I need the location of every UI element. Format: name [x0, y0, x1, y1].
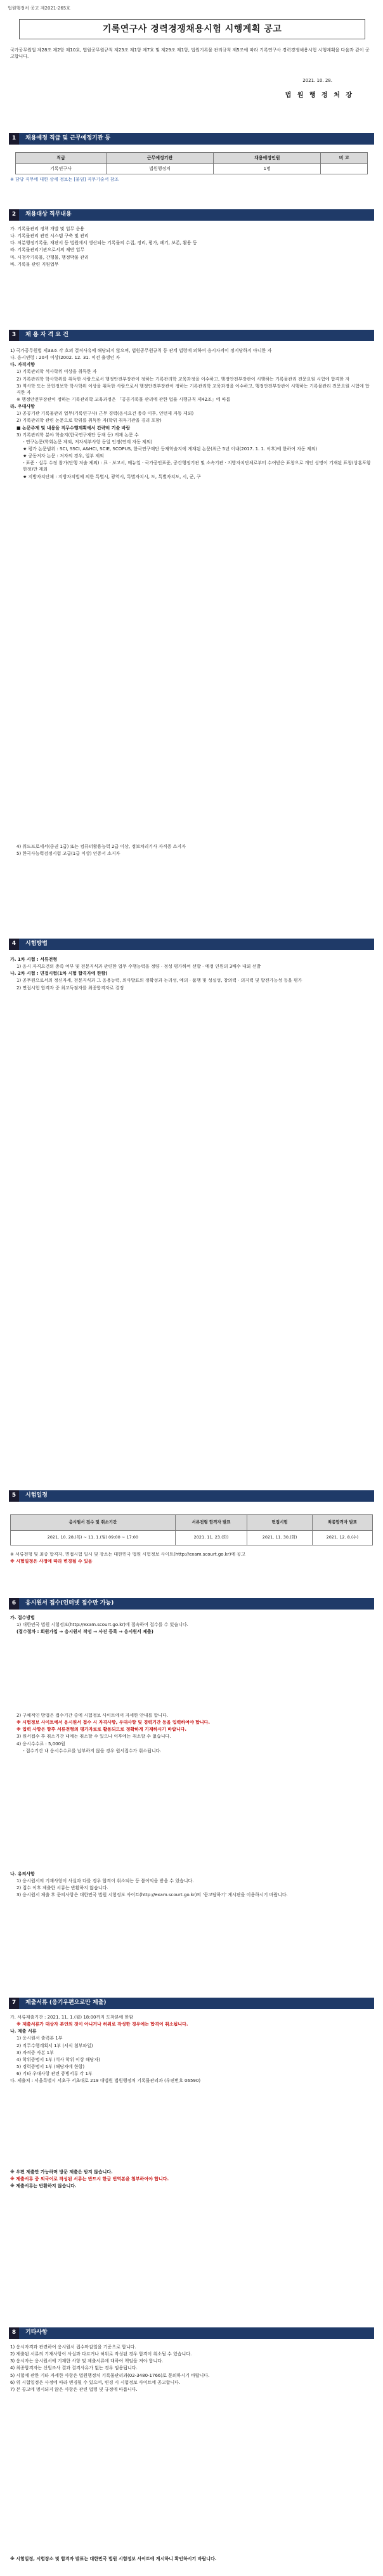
section-number: 5	[9, 1490, 19, 1502]
section-number: 7	[9, 1998, 19, 2009]
list-item: - 접수기간 내 응시수수료를 납부하지 않을 경우 원서접수가 취소됩니다.	[23, 1748, 162, 1753]
section-title: 응시원서 접수(인터넷 접수만 가능)	[19, 1598, 374, 1610]
list-item: ※ 제출서류가 대상자 본인의 것이 아니거나 허위로 작성한 경우에는 합격이 취소됩니다.	[16, 2022, 188, 2027]
list-item: 나. 제출 서류	[10, 2029, 37, 2034]
list-item: ■ 논문주제 및 내용을 직무수행계획에서 간략히 기술 바람	[16, 425, 131, 431]
list-item: 3) 역사학 또는 문헌정보학 학사학위 이상을 취득한 사람으로서 행정안전부장관이 정하는 기록관리학 교육과정을 이수하고, 행정안전부장관이 시행하는 기록물관리 전문요원 시험에 합격한 자	[16, 383, 370, 395]
list-item: 4) 최종합격자는 신원조사 결과 결격사유가 없는 경우 임용됩니다.	[10, 2365, 138, 2371]
section-8-header	[9, 2327, 374, 2339]
list-item: 6) 기타 우대사항 관련 증빙서류 각 1부	[16, 2071, 93, 2077]
title-box	[19, 19, 365, 39]
list-item: 4) 학위증명서 1부 (석사 학위 이상 해당자)	[16, 2057, 100, 2062]
list-item: 1) 대한민국 법원 시험정보(http://exam.scourt.go.kr)에 접속하여 접수를 수 있습니다.	[16, 1622, 188, 1628]
list-item: 바. 기록물 관련 지원업무	[10, 261, 59, 267]
list-item: 4) 워드프로세서(중권 1급) 또는 컴퓨터활용능력 2급 이상, 정보처리기사 자격증 소지자	[16, 844, 186, 849]
position-table	[15, 152, 368, 174]
section-title: 제출서류 (응기우편으로만 제출)	[19, 1998, 374, 2009]
list-item: - 표준 · 실무 수정 참가(단행 저술 제외) : 표 · 보고서, 매뉴얼 · 국가공인표준, 공간행정기관 및 소속기관 · 지방자치단체로부터 수여받은 표창으로 개인 성명이 기재된 표창(상훈포함 한정)만 제외	[23, 460, 371, 472]
table-cell	[321, 164, 368, 174]
section-title: 채 용 자 격 요 건	[19, 330, 374, 341]
application-list-1	[10, 1615, 373, 1636]
table1-note	[10, 176, 373, 183]
table-cell: 2021. 11. 23.(화)	[175, 1531, 247, 1545]
table-row	[11, 1531, 373, 1545]
section-4-header	[9, 939, 374, 950]
documents-list	[10, 2014, 373, 2085]
section-number: 6	[9, 1598, 19, 1610]
section-number: 3	[9, 330, 19, 341]
table-header-cell: 응시원서 접수 및 취소기간	[11, 1515, 176, 1531]
list-item: 다. 제출처 : 서울특별시 서초구 서초대로 219 대법원 법원행정처 기록물관리과 (우편번호 06590)	[10, 2078, 201, 2084]
list-item: 3) 원서접수 후 취소기간 내에는 취소할 수 있으나 이후에는 취소할 수 없습니다.	[16, 1734, 171, 1740]
list-item: ※ 제출서류는 반환하지 않습니다.	[10, 2183, 77, 2189]
list-item: ※ 행정안전부장관이 정하는 기록관리학 교육과정은 「공공기록물 관리에 관한 법률 시행규칙 제42조」에 따름	[16, 396, 231, 402]
list-item: 3) 자격증 사본 1부	[16, 2050, 54, 2055]
list-item: 1) 국가공무원법 제33조 각 호의 결격사유에 해당되지 않으며, 법원공무원규칙 등 관계 법령에 의하여 응시자격이 정지당하지 아니한 자	[10, 348, 272, 353]
table-header-cell: 면접시험	[247, 1515, 312, 1531]
section-7-header	[9, 1998, 374, 2009]
list-item: 3) 기록관리학 분야 학술지(한국연구재단 등재 등) 게재 논문 수	[16, 432, 139, 438]
section-2-header	[9, 209, 374, 221]
table-cell: 2021. 11. 30.(화)	[247, 1531, 312, 1545]
list-item: 나. 기록물관리 관련 시스템 구축 및 관리	[10, 233, 89, 239]
list-item: - 연구논문(학회논문 제외, 저자세부사항 동일 인정(연계 자동 제외)	[23, 439, 153, 445]
list-item: 다. 자격지향	[10, 362, 35, 368]
schedule-table	[10, 1514, 373, 1545]
list-item: ※ 시험정보 사이트에서 응시원서 접수 시 자격사항, 우대사항 및 경력기간 등을 입력하여야 합니다.	[16, 1720, 211, 1726]
section-title: 시험방법	[19, 939, 374, 950]
list-item: 나. 2차 시험 : 면접시험(1차 시험 합격자에 한함)	[10, 971, 108, 977]
others-list	[10, 2344, 373, 2393]
section-3-header	[9, 330, 374, 341]
notice-date: 2021. 10. 28.	[302, 78, 332, 83]
documents-notes	[10, 2169, 373, 2190]
list-item: ※ 입력 사항은 향후 서류전형의 평가자료로 활용되므로 정확하게 기재하시기 바랍니다.	[16, 1727, 187, 1733]
table-cell: 법원행정처	[106, 164, 213, 174]
table-row	[16, 164, 368, 174]
list-item: 6) 위 시험일정은 사정에 따라 변경될 수 있으며, 변경 시 시험정보 사이트에 공고합니다.	[10, 2379, 181, 2385]
application-list-2	[10, 1712, 373, 1755]
intro-paragraph	[10, 47, 373, 60]
section-title: 채용예정 직급 및 근무예정기관 등	[19, 133, 374, 145]
list-item: 라. 기록물관리기관으로서의 제반 업무	[10, 247, 85, 253]
table-header-cell: 서류전형 합격자 발표	[175, 1515, 247, 1531]
list-item: 1) 응시자격과 관련하여 응시원서 접수마감일을 기준으로 합니다.	[10, 2345, 136, 2350]
list-item: 5) 시험에 관한 기타 자세한 사항은 법원행정처 기록물관리과(02-3480-1766)로 문의하시기 바랍니다.	[10, 2372, 210, 2378]
section-1-header	[9, 133, 374, 145]
note-text: ※ 서류전형 및 최종 합격자, 면접시험 일시 및 장소는 대한민국 법원 시험정보 사이트(http://exam.scourt.go.kr)에 공고	[10, 1552, 245, 1557]
section-5-header	[9, 1490, 374, 1502]
table-header-cell: 직급	[16, 153, 107, 164]
list-item: 라. 우대사항	[10, 404, 35, 410]
section-6-header	[9, 1598, 374, 1610]
list-item: 2) 면접시험 합격자 중 최고득점자를 최종합격자로 결정	[16, 985, 124, 991]
list-item: 마. 시청각기록물, 간행물, 행정박물 관리	[10, 254, 89, 260]
list-item: 5) 경력증명서 1부 (해당자에 한함)	[16, 2064, 85, 2069]
schedule-notes	[10, 1551, 373, 1565]
table-header-row	[16, 153, 368, 164]
table-header-cell: 최종합격자 발표	[312, 1515, 372, 1531]
table-cell: 2021. 12. 8.(수)	[312, 1531, 372, 1545]
note-text: ※ 시험일정은 사정에 따라 변경될 수 있음	[10, 1559, 93, 1564]
list-item: 2) 기록관리학 관련 논문으로 학위를 취득한 자(학위 취득기관을 경리 포함)	[16, 418, 162, 424]
footer-note	[10, 2556, 373, 2563]
list-item: (접수절차 : 회원가입 → 응시원서 작성 → 사진 등록 → 응시원서 제출)	[16, 1629, 153, 1635]
note-text: ※ 담당 직무에 대한 상세 정보는 [붙임] 직무기술서 참조	[10, 177, 119, 182]
list-item: ★ 평가 논문범위 : SCI, SSCI, A&HCI, SCIE, SCOPUS, 한국연구재단 등재학술지에 게재된 논문(최근 5년 이내(2017. 1. 1. 이후)에 한하여 자동 제외)	[23, 446, 318, 452]
duties-list	[10, 226, 373, 268]
list-item: 가. 1차 시험 : 서류전형	[10, 957, 58, 962]
list-item: 2) 기록관리학 학사학위를 취득한 사람으로서 행정안전부장관이 정하는 기록관리학 교육과정을 이수하고, 행정안전부장관이 시행하는 기록물관리 전문요원 시험에 합격한 자	[16, 376, 350, 382]
table-cell: 1명	[214, 164, 321, 174]
list-item: 다. 처분행정기록물, 재판서 등 법원에서 생산되는 기록물의 수집, 정리, 평가, 폐기, 보존, 활용 등	[10, 240, 197, 246]
list-item: 3) 응시자는 응시원서에 기재한 사항 및 제출서류에 대하여 책임을 져야 합니다.	[10, 2358, 164, 2364]
list-item: 가. 기록물관리 정책 개발 및 업무 운용	[10, 226, 85, 231]
list-item: ※ 우편 제출만 가능하며 방문 제출은 받지 않습니다.	[10, 2169, 113, 2175]
list-item: 1) 응시 자격요건의 충족 여부 및 전문지식과 관련한 업무 수행능력을 정량 · 정성 평가하여 선발 · 예정 인원의 3배수 내외 선발	[16, 964, 261, 970]
list-item: ★ 공동저자 논문 : 저자의 경우, 일부 제외	[23, 453, 104, 459]
list-item: 2) 접수 이후 제출한 서류는 반환하지 않습니다.	[16, 1885, 108, 1891]
section-number: 2	[9, 209, 19, 221]
notice-number: 법원행정처 공고 제2021-265호	[8, 6, 71, 11]
list-item: 2) 직무수행계획서 1부 (서식 첨부파일)	[16, 2043, 93, 2048]
list-item: 3) 응시원서 제출 후 문의사항은 대한민국 법원 시험정보 사이트(http://exam.scourt.go.kr)의 '묻고답하기' 게시판을 이용하시기 바랍니다.	[16, 1892, 288, 1898]
table-header-cell: 비 고	[321, 153, 368, 164]
section-number: 8	[9, 2327, 19, 2339]
exam-method-list	[10, 956, 373, 992]
list-item: 1) 응시원서의 기재사항이 사실과 다를 경우 합격이 취소되는 등 불이익을 받을 수 있습니다.	[16, 1878, 194, 1884]
list-item: ★ 지방자치단체 : 지방자치법에 의한 특별시, 광역시, 특별자치시, 도, 특별자치도, 시, 군, 구	[23, 474, 201, 479]
list-item: 1) 기록관리학 석사학위 이상을 취득한 자	[16, 369, 97, 375]
list-item: 가. 접수방법	[10, 1615, 35, 1620]
list-item: 2) 구체적인 방법은 접수기간 중에 시험정보 사이트에서 자세한 안내를 합니다.	[16, 1713, 169, 1718]
section-title: 기타사항	[19, 2327, 374, 2339]
list-item: 4) 응시수수료 : 5,000원	[16, 1741, 65, 1747]
list-item: 7) 본 공고에 명시되지 않은 사항은 관련 법령 및 규정에 따릅니다.	[10, 2386, 138, 2392]
list-item: 1) 응시원서 출력본 1부	[16, 2036, 63, 2041]
application-list-3	[10, 1871, 373, 1899]
page-title: 기록연구사 경력경쟁채용시험 시행계획 공고	[102, 23, 282, 34]
table-header-cell: 채용예정인원	[214, 153, 321, 164]
list-item: 가. 서류제출기간 : 2021. 11. 1.(월) 18:00까지 도착분에 한함	[10, 2015, 134, 2020]
section-title: 채용대상 직무내용	[19, 209, 374, 221]
qualifications-list-2	[10, 843, 373, 857]
list-item: 2) 제출된 서류의 기재사항이 사실과 다르거나 허위로 작성된 경우 합격이 취소될 수 있습니다.	[10, 2352, 192, 2357]
section-number: 4	[9, 939, 19, 950]
table-cell: 2021. 10. 28.(목) ~ 11. 1.(월) 09:00 ~ 17:00	[11, 1531, 176, 1545]
issuer: 법 원 행 정 처 장	[285, 92, 354, 99]
section-title: 시험일정	[19, 1490, 374, 1502]
list-item: 1) 공공기관 기록물관리 업무(기록연구사) 근무 경력(응시요건 충족 이후, 인턴제 자동 제외)	[16, 411, 194, 417]
section-number: 1	[9, 133, 19, 145]
list-item: 1) 공무원으로서의 정신자세, 전문지식과 그 응용능력, 의사발표의 정확성과 논리성, 예의 · 품행 및 성실성, 창의력 · 의지력 및 발전가능성 등을 평가	[16, 978, 302, 984]
footer-text: ※ 시험일정, 시험장소 및 합격자 발표는 대한민국 법원 시험정보 사이트에 게시하니 확인하시기 바랍니다.	[10, 2556, 217, 2561]
intro-text: 국가공무원법 제28조 제2항 제10호, 법원공무원규칙 제23조 제1항 제7호 및 제29조 제1항, 법원기록물 관리규칙 제5조에 따라 기록연구사 경력경쟁채용시험 시행계획을 다음과 같이 공고합니다.	[10, 48, 370, 60]
table-cell: 기록연구사	[16, 164, 107, 174]
list-item: ※ 제출서류 중 외국어로 작성된 서류는 반드시 한글 번역본을 첨부하여야 합니다.	[10, 2176, 169, 2182]
table-header-row	[11, 1515, 373, 1531]
table-header-cell: 근무예정기관	[106, 153, 213, 164]
list-item: 나. 유의사항	[10, 1871, 35, 1877]
list-item: 5) 한국사능력검정시험 고급(1급 이상) 인증서 소지자	[16, 851, 120, 857]
qualifications-list	[10, 348, 373, 481]
list-item: 나. 응시연령 : 20세 이상(2002. 12. 31. 이전 출생인 자	[10, 355, 120, 361]
